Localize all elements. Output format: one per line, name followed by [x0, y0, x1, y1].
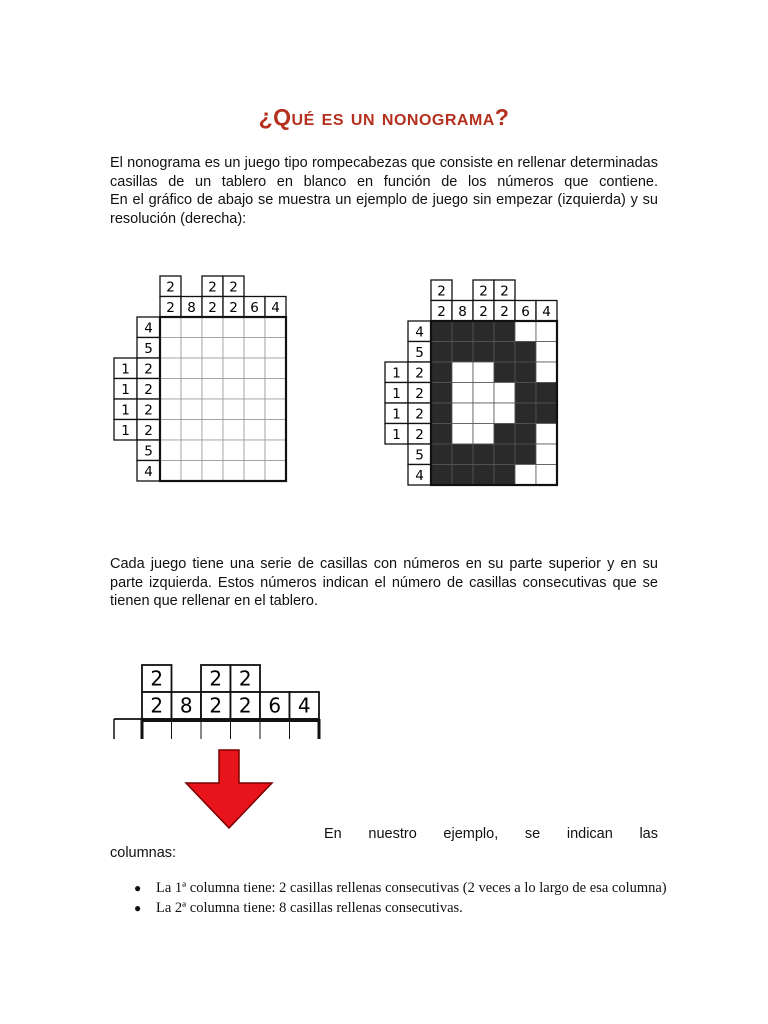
grid-cell [181, 461, 202, 482]
grid-cell [494, 321, 515, 342]
grid-cell [452, 424, 473, 445]
column-bullet-list [134, 879, 674, 919]
grid-cell [473, 465, 494, 486]
grid-cell [494, 424, 515, 445]
grid-cell [223, 399, 244, 420]
grid-cell [265, 338, 286, 359]
column-clue: 2 [437, 303, 446, 320]
grid-cell [536, 383, 557, 404]
grid-cell [473, 321, 494, 342]
row-clue: 2 [415, 426, 424, 443]
grid-cell [223, 461, 244, 482]
grid-cell [515, 403, 536, 424]
grid-cell [431, 444, 452, 465]
grid-cell [515, 424, 536, 445]
example-text-2: columnas: [110, 844, 177, 861]
row-clue: 1 [392, 406, 401, 423]
row-clue: 1 [392, 385, 401, 402]
grid-cell [431, 424, 452, 445]
grid-cell [265, 399, 286, 420]
row-clue: 2 [415, 385, 424, 402]
column-clue: 4 [271, 299, 280, 316]
grid-cell [452, 383, 473, 404]
row-clue: 1 [121, 381, 130, 398]
grid-cell [244, 461, 265, 482]
grid-cell [494, 362, 515, 383]
grid-cell [494, 342, 515, 363]
grid-cell [244, 440, 265, 461]
red-down-arrow-icon [184, 749, 274, 829]
row-clue: 2 [415, 365, 424, 382]
grid-cell [515, 465, 536, 486]
row-clue: 5 [144, 443, 153, 460]
grid-cell [536, 403, 557, 424]
grid-cell [244, 338, 265, 359]
grid-cell [244, 317, 265, 338]
grid-cell [223, 358, 244, 379]
example-paragraph [110, 825, 658, 862]
grid-cell [536, 362, 557, 383]
intro-line-1: El nonograma es un juego tipo rompecabezas que consiste en rellenar determinadas casillas de un tablero en blanco en función de los números que contiene. [110, 155, 658, 190]
grid-cell [202, 338, 223, 359]
grid-cell [515, 342, 536, 363]
grid-cell [536, 424, 557, 445]
grid-cell [265, 440, 286, 461]
intro-paragraph [110, 154, 658, 228]
example-text-1: En nuestro ejemplo, se indican las [324, 826, 658, 842]
row-clue: 5 [415, 344, 424, 361]
grid-cell [181, 440, 202, 461]
grid-cell [494, 444, 515, 465]
grid-cell [494, 465, 515, 486]
grid-cell [452, 362, 473, 383]
column-clue: 2 [150, 666, 164, 691]
row-clue: 2 [415, 406, 424, 423]
column-clue: 2 [229, 279, 238, 296]
column-clue: 6 [250, 299, 259, 316]
list-item: ● La 2ª columna tiene: 8 casillas rellenas consecutivas. [134, 900, 463, 916]
column-clue: 8 [179, 693, 193, 718]
column-clue: 2 [166, 299, 175, 316]
grid-cell [160, 317, 181, 338]
grid-cell [202, 358, 223, 379]
grid-cell [452, 403, 473, 424]
grid-cell [244, 379, 265, 400]
grid-cell [160, 399, 181, 420]
grid-cell [181, 358, 202, 379]
grid-cell [202, 440, 223, 461]
row-clue: 5 [144, 340, 153, 357]
grid-cell [202, 399, 223, 420]
grid-cell [431, 403, 452, 424]
grid-cell [473, 444, 494, 465]
grid-cell [452, 342, 473, 363]
grid-cell [202, 420, 223, 441]
row-clue: 2 [144, 402, 153, 419]
grid-cell [431, 383, 452, 404]
grid-cell [223, 317, 244, 338]
grid-cell [473, 362, 494, 383]
grid-cell [265, 420, 286, 441]
grid-cell [536, 444, 557, 465]
solved-nonogram [385, 280, 565, 490]
column-clue: 8 [458, 303, 467, 320]
row-clue: 2 [144, 361, 153, 378]
grid-cell [431, 362, 452, 383]
row-clue: 4 [415, 324, 424, 341]
grid-cell [431, 465, 452, 486]
explanation-paragraph: Cada juego tiene una serie de casillas con números en su parte superior y en su parte izquierda. Estos números indican el número de casillas consecutivas que se tienen que rellenar en el tablero. [110, 556, 658, 609]
grid-cell [265, 317, 286, 338]
grid-cell [160, 358, 181, 379]
row-clue: 5 [415, 447, 424, 464]
grid-cell [515, 444, 536, 465]
grid-cell [265, 461, 286, 482]
row-clue: 4 [144, 463, 153, 480]
row-clue: 1 [392, 426, 401, 443]
column-clue: 6 [521, 303, 530, 320]
grid-cell [244, 420, 265, 441]
grid-cell [515, 383, 536, 404]
row-clue: 1 [121, 361, 130, 378]
grid-cell [160, 420, 181, 441]
grid-cell [202, 317, 223, 338]
row-clue: 4 [415, 467, 424, 484]
grid-cell [160, 461, 181, 482]
grid-cell [536, 321, 557, 342]
grid-cell [160, 379, 181, 400]
row-clue: 2 [144, 381, 153, 398]
grid-cell [265, 379, 286, 400]
grid-cell [452, 321, 473, 342]
grid-cell [160, 440, 181, 461]
column-clue: 8 [187, 299, 196, 316]
grid-cell [473, 383, 494, 404]
column-clue: 2 [238, 693, 252, 718]
column-clue: 2 [479, 283, 488, 300]
page-title: ¿Qué es un nonograma? [258, 104, 510, 130]
grid-cell [244, 358, 265, 379]
column-clue: 2 [229, 299, 238, 316]
row-clue: 2 [144, 422, 153, 439]
grid-cell [181, 338, 202, 359]
grid-cell [494, 383, 515, 404]
column-clue: 2 [150, 693, 164, 718]
row-clue: 1 [121, 402, 130, 419]
column-clue: 2 [479, 303, 488, 320]
column-clue: 2 [437, 283, 446, 300]
grid-cell [181, 399, 202, 420]
column-clue: 2 [208, 279, 217, 296]
grid-cell [515, 362, 536, 383]
intro-line-2: En el gráfico de abajo se muestra un ejemplo de juego sin empezar (izquierda) y su resolución (derecha): [110, 192, 658, 227]
grid-cell [265, 358, 286, 379]
column-clue: 4 [297, 693, 311, 718]
row-clue: 1 [392, 365, 401, 382]
grid-cell [181, 317, 202, 338]
grid-cell [244, 399, 265, 420]
grid-cell [202, 379, 223, 400]
column-clue: 2 [208, 299, 217, 316]
column-clue: 2 [500, 283, 509, 300]
grid-cell [202, 461, 223, 482]
grid-cell [452, 465, 473, 486]
column-clue: 4 [542, 303, 551, 320]
grid-cell [494, 403, 515, 424]
grid-cell [473, 342, 494, 363]
grid-cell [473, 424, 494, 445]
column-clues-zoom [112, 664, 327, 749]
grid-cell [181, 379, 202, 400]
grid-cell [223, 338, 244, 359]
grid-cell [431, 321, 452, 342]
column-clue: 2 [209, 693, 223, 718]
grid-cell [223, 420, 244, 441]
grid-cell [473, 403, 494, 424]
grid-cell [536, 342, 557, 363]
grid-cell [160, 338, 181, 359]
unsolved-nonogram [114, 276, 294, 486]
column-clue: 2 [500, 303, 509, 320]
grid-cell [181, 420, 202, 441]
grid-cell [223, 440, 244, 461]
grid-cell [223, 379, 244, 400]
column-clue: 2 [166, 279, 175, 296]
column-clue: 2 [209, 666, 223, 691]
grid-cell [431, 342, 452, 363]
row-clue: 4 [144, 320, 153, 337]
list-item: ● La 1ª columna tiene: 2 casillas rellenas consecutivas (2 veces a lo largo de esa columna) [134, 880, 667, 896]
grid-cell [536, 465, 557, 486]
grid-cell [452, 444, 473, 465]
column-clue: 2 [238, 666, 252, 691]
column-clue: 6 [268, 693, 282, 718]
grid-cell [515, 321, 536, 342]
row-clue: 1 [121, 422, 130, 439]
